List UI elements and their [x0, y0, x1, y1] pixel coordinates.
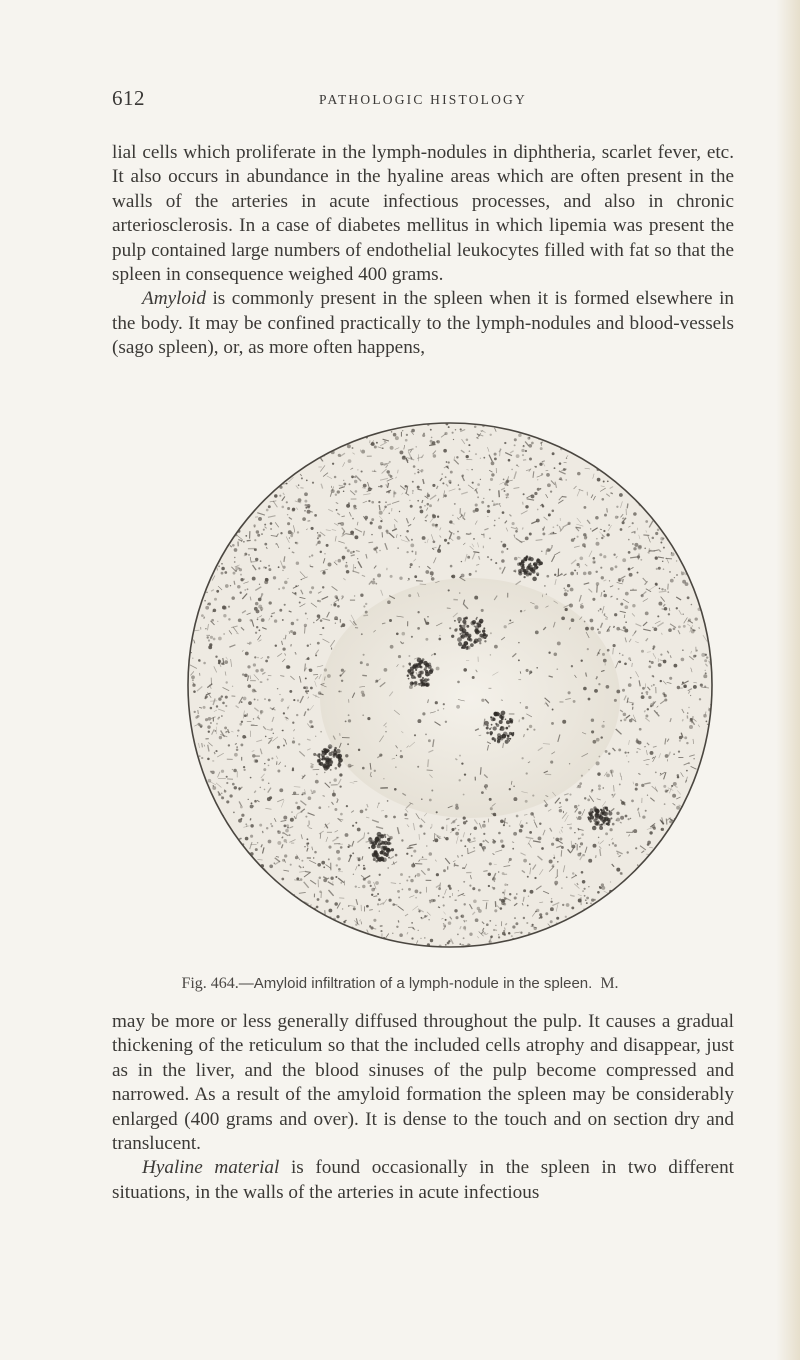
running-head	[112, 86, 734, 116]
figure-caption-text: —Amyloid infiltration of a lymph-nodule in the spleen.	[238, 975, 593, 992]
paragraph-text: is found occasionally in the spleen in two different situations, in the walls of the arteries in acute infectious	[112, 1157, 734, 1203]
paragraph-hyaline	[112, 1156, 734, 1205]
paragraph-text: is commonly present in the spleen when it is formed elsewhere in the body. It may be confined practically to the lymph-nodules and blood-vessels (sago spleen), or, as more often happens,	[112, 288, 734, 359]
page-edge-shading	[776, 0, 800, 1360]
figure-caption	[0, 975, 800, 993]
text-block-bottom	[112, 1010, 734, 1205]
running-title: PATHOLOGIC HISTOLOGY	[319, 92, 527, 107]
term-hyaline-material: Hyaline material	[142, 1157, 280, 1179]
micrograph-illustration	[170, 398, 730, 978]
paragraph: lial cells which proliferate in the lymph-nodules in diphtheria, scarlet fever, etc. It also occurs in abundance in the hyaline areas which are often present in the walls of the arteries in acute infectious processes, and also in chronic arteriosclerosis. In a case of diabetes mellitus in which lipemia was present the pulp contained large numbers of endothelial leukocytes filled with fat so that the spleen in consequence weighed 400 grams.	[112, 142, 734, 286]
paragraph-amyloid	[112, 287, 734, 360]
page-number: 612	[112, 86, 145, 110]
figure-caption-suffix: M.	[600, 975, 619, 992]
figure-micrograph	[170, 398, 730, 978]
text-block-top	[112, 141, 734, 361]
figure-label: Fig. 464.	[181, 975, 239, 992]
paragraph: may be more or less generally diffused throughout the pulp. It causes a gradual thickening of the reticulum so that the included cells atrophy and disappear, just as in the liver, and the blood sinuses of the pulp become compressed and narrowed. As a result of the amyloid formation the spleen may be considerably enlarged (400 grams and over). It is dense to the touch and on section dry and translucent.	[112, 1011, 734, 1155]
term-amyloid: Amyloid	[142, 288, 206, 310]
